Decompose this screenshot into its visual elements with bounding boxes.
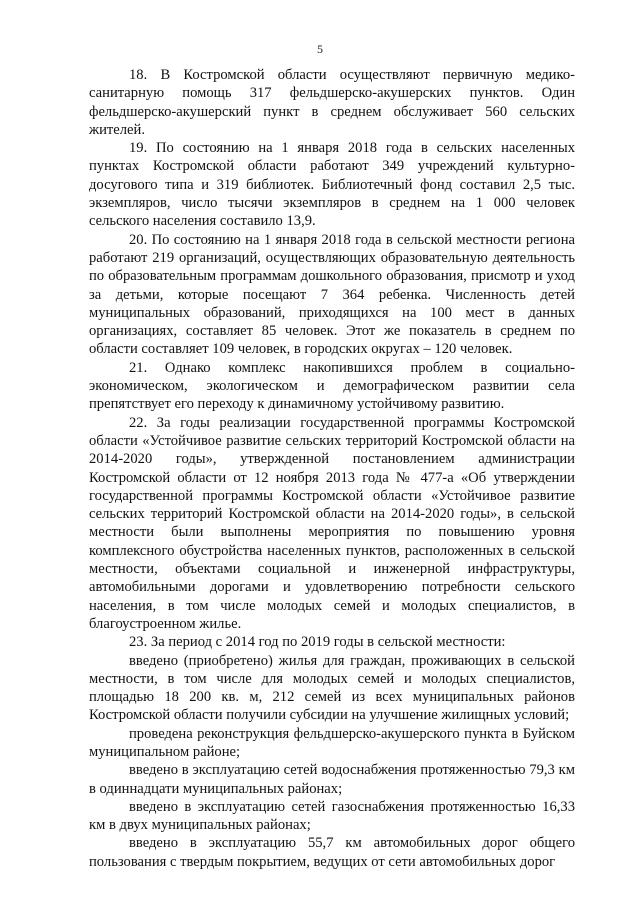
list-item-reconstruction: проведена реконструкция фельдшерско-акушерского пункта в Буйском муниципальном районе; (89, 725, 575, 760)
page-number: 5 (317, 42, 323, 56)
document-body (89, 66, 575, 871)
paragraph-18: 18. В Костромской области осуществляют первичную медико-санитарную помощь 317 фельдшерско-акушерских пунктов. Один фельдшерско-акушерский пункт в среднем обслуживает 560 сельских жителей. (89, 67, 575, 138)
paragraph-20: 20. По состоянию на 1 января 2018 года в сельской местности региона работают 219 организаций, осуществляющих образовательную деятельность по образовательным программам дошкольного образования, присмотр и уход за детьми, которые посещают 7 364 ребенка. Численность детей муниципальных образований, приходящихся на 100 мест в данных организациях, составляет 85 человек. Этот же показатель в среднем по области составляет 109 человек, в городских округах – 120 человек. (89, 231, 575, 358)
list-item-housing: введено (приобретено) жилья для граждан, проживающих в сельской местности, в том числе для молодых семей и молодых специалистов, площадью 18 200 кв. м, 212 семей из всех муниципальных районов Костромской области получили субсидии на улучшение жилищных условий; (89, 652, 575, 724)
paragraph-22: 22. За годы реализации государственной программы Костромской области «Устойчивое развитие сельских территорий Костромской области на 2014-2020 годы», утвержденной постановлением администрации Костромской области от 12 ноября 2013 года № 477-а «Об утверждении государственной программы Костромской области «Устойчивое развитие сельских территорий Костромской области на 2014-2020 годы», в сельской местности были выполнены мероприятия по повышению уровня комплексного обустройства населенных пунктов, расположенных в сельской местности, объектами социальной и инженерной инфраструктуры, автомобильными дорогами и удовлетворению потребности сельского населения, в том числе молодых семей и молодых специалистов, в благоустроенном жилье. (89, 414, 575, 632)
paragraph-23: 23. За период с 2014 год по 2019 годы в сельской местности: (129, 634, 506, 651)
paragraph-21: 21. Однако комплекс накопившихся проблем в социально-экономическом, экологическом и демографическом развитии села препятствует его переходу к динамичному устойчивому развитию. (89, 359, 575, 413)
list-item-roads: введено в эксплуатацию 55,7 км автомобильных дорог общего пользования с твердым покрытием, ведущих от сети автомобильных дорог (89, 835, 575, 870)
list-item-water-supply: введено в эксплуатацию сетей водоснабжения протяженностью 79,3 км в одиннадцати муниципальных районах; (89, 762, 575, 797)
list-item-gas-supply: введено в эксплуатацию сетей газоснабжения протяженностью 16,33 км в двух муниципальных районах; (89, 798, 575, 834)
paragraph-19: 19. По состоянию на 1 января 2018 года в сельских населенных пунктах Костромской области работают 349 учреждений культурно-досугового типа и 319 библиотек. Библиотечный фонд составил 2,5 тыс. экземпляров, число тысячи экземпляров в среднем на 1 000 человек сельского населения составило 13,9. (89, 140, 575, 230)
